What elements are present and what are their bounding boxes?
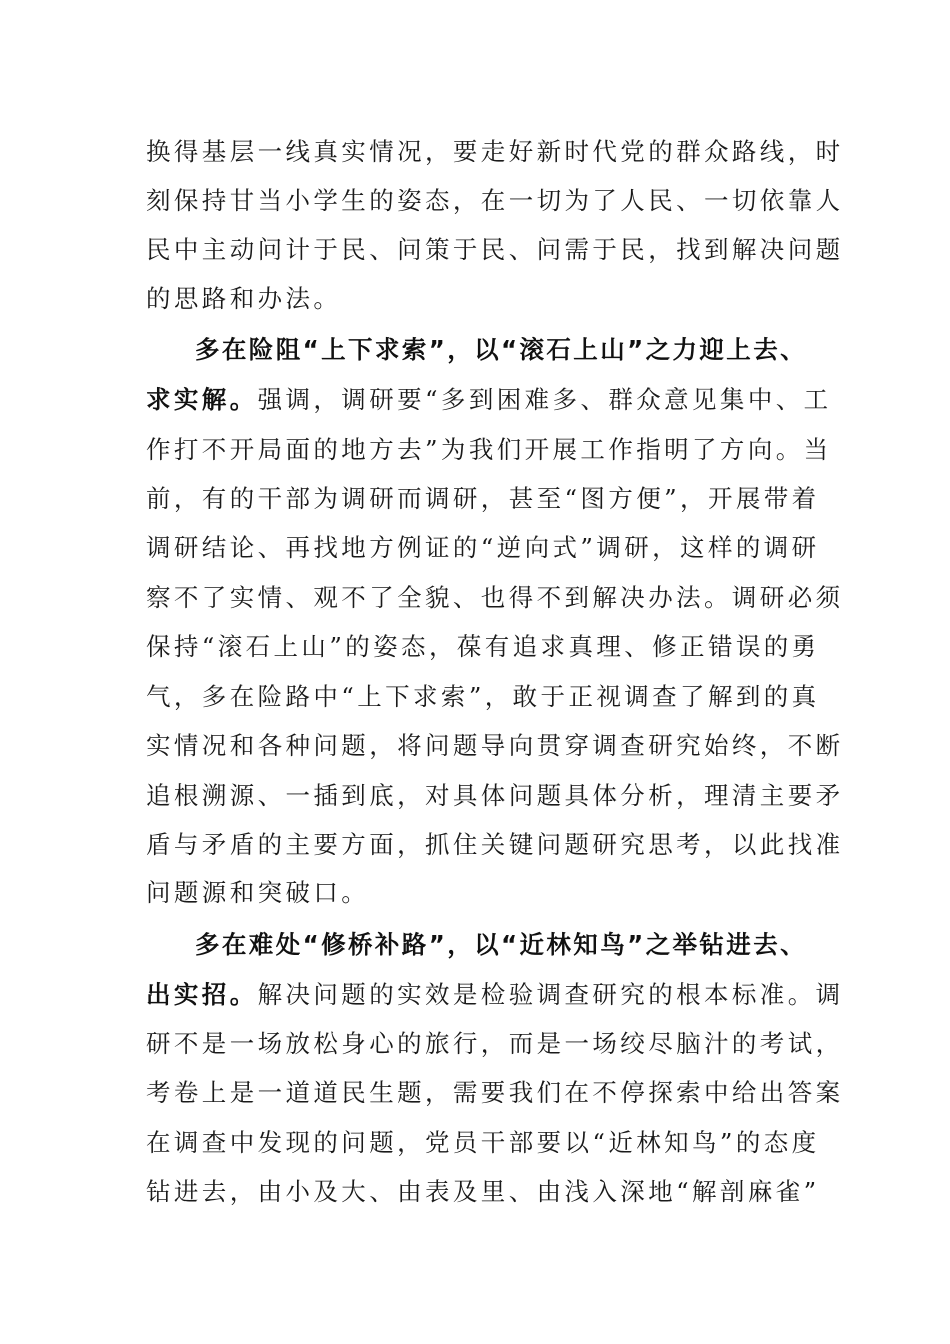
text-span: 强调，调研要“多到困难多、群众意见集中、工 (257, 385, 832, 414)
text-line: 考卷上是一道道民生题，需要我们在不停探索中给出答案 (146, 1078, 844, 1107)
text-line: 盾与矛盾的主要方面，抓住关键问题研究思考，以此找准 (146, 830, 844, 859)
text-line (146, 380, 832, 420)
text-line: 保持“滚石上山”的姿态，葆有追求真理、修正错误的勇 (146, 632, 820, 661)
text-line: 问题源和突破口。 (146, 878, 370, 907)
text-line: 实情况和各种问题，将问题导向贯穿调查研究始终，不断 (146, 731, 844, 760)
text-line: 气，多在险路中“上下求索”，敢于正视调查了解到的真 (146, 682, 820, 711)
text-line: 在调查中发现的问题，党员干部要以“近林知鸟”的态度 (146, 1128, 820, 1157)
text-line: 作打不开局面的地方去”为我们开展工作指明了方向。当 (146, 435, 832, 464)
text-line (146, 975, 844, 1015)
text-line: 追根溯源、一插到底，对具体问题具体分析，理清主要矛 (146, 781, 844, 810)
text-line: 换得基层一线真实情况，要走好新时代党的群众路线，时 (146, 137, 844, 166)
text-line: 察不了实情、观不了全貌、也得不到解决办法。调研必须 (146, 583, 844, 612)
section-heading: 多在险阻“上下求索”，以“滚石上山”之力迎上去、 (195, 335, 808, 364)
text-line: 调研结论、再找地方例证的“逆向式”调研，这样的调研 (146, 533, 820, 562)
text-line: 研不是一场放松身心的旅行，而是一场绞尽脑汁的考试， (146, 1029, 844, 1058)
text-line: 刻保持甘当小学生的姿态，在一切为了人民、一切依靠人 (146, 186, 844, 215)
text-span: 解决问题的实效是检验调查研究的根本标准。调 (257, 980, 844, 1009)
text-line: 钻进去，由小及大、由表及里、由浅入深地“解剖麻雀” (146, 1177, 820, 1206)
text-line: 前，有的干部为调研而调研，甚至“图方便”，开展带着 (146, 484, 820, 513)
section-heading: 多在难处“修桥补路”，以“近林知鸟”之举钻进去、 (195, 930, 808, 959)
section-heading-tail: 求实解。 (146, 385, 258, 414)
text-line: 的思路和办法。 (146, 284, 342, 313)
text-line: 民中主动问计于民、问策于民、问需于民，找到解决问题 (146, 235, 844, 264)
section-heading-tail: 出实招。 (146, 980, 258, 1009)
